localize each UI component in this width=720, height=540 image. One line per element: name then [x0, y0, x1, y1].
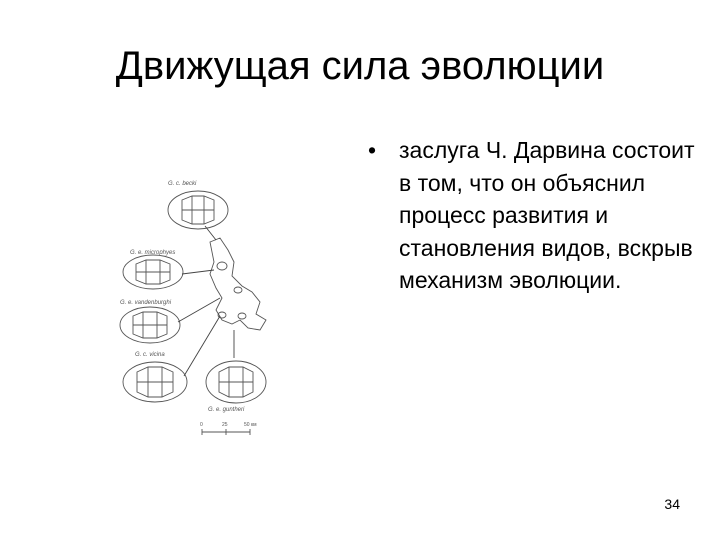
- tortoise-shell-illustration: [110, 170, 280, 440]
- scale-tick-25: 25: [222, 422, 228, 428]
- page-number: 34: [664, 496, 680, 512]
- shell-becki: [168, 191, 228, 229]
- shell-microphyes: [123, 255, 183, 289]
- bullet-marker: •: [368, 137, 377, 163]
- label-vicina: G. c. vicina: [135, 352, 165, 358]
- scale-tick-50: 50 км: [244, 422, 257, 428]
- shell-vandenburghi: [120, 307, 180, 343]
- label-becki: G. c. becki: [168, 181, 197, 187]
- shell-guntheri: [206, 361, 266, 403]
- scale-bar: [200, 422, 257, 435]
- label-microphyes: G. e. microphyes: [130, 250, 176, 256]
- label-guntheri: G. e. guntheri: [208, 407, 245, 413]
- shell-vicina: [123, 362, 187, 402]
- label-vandenburghi: G. e. vandenburghi: [120, 300, 172, 306]
- bullet-text: заслуга Ч. Дарвина состоит в том, что он объяснил процесс развития и становления видов, вскрыв механизм эволюции.: [399, 137, 695, 293]
- arrows: [178, 226, 234, 376]
- slide-title: Движущая сила эволюции: [115, 44, 605, 88]
- bullet-item: [368, 134, 698, 297]
- scale-tick-0: 0: [200, 422, 203, 428]
